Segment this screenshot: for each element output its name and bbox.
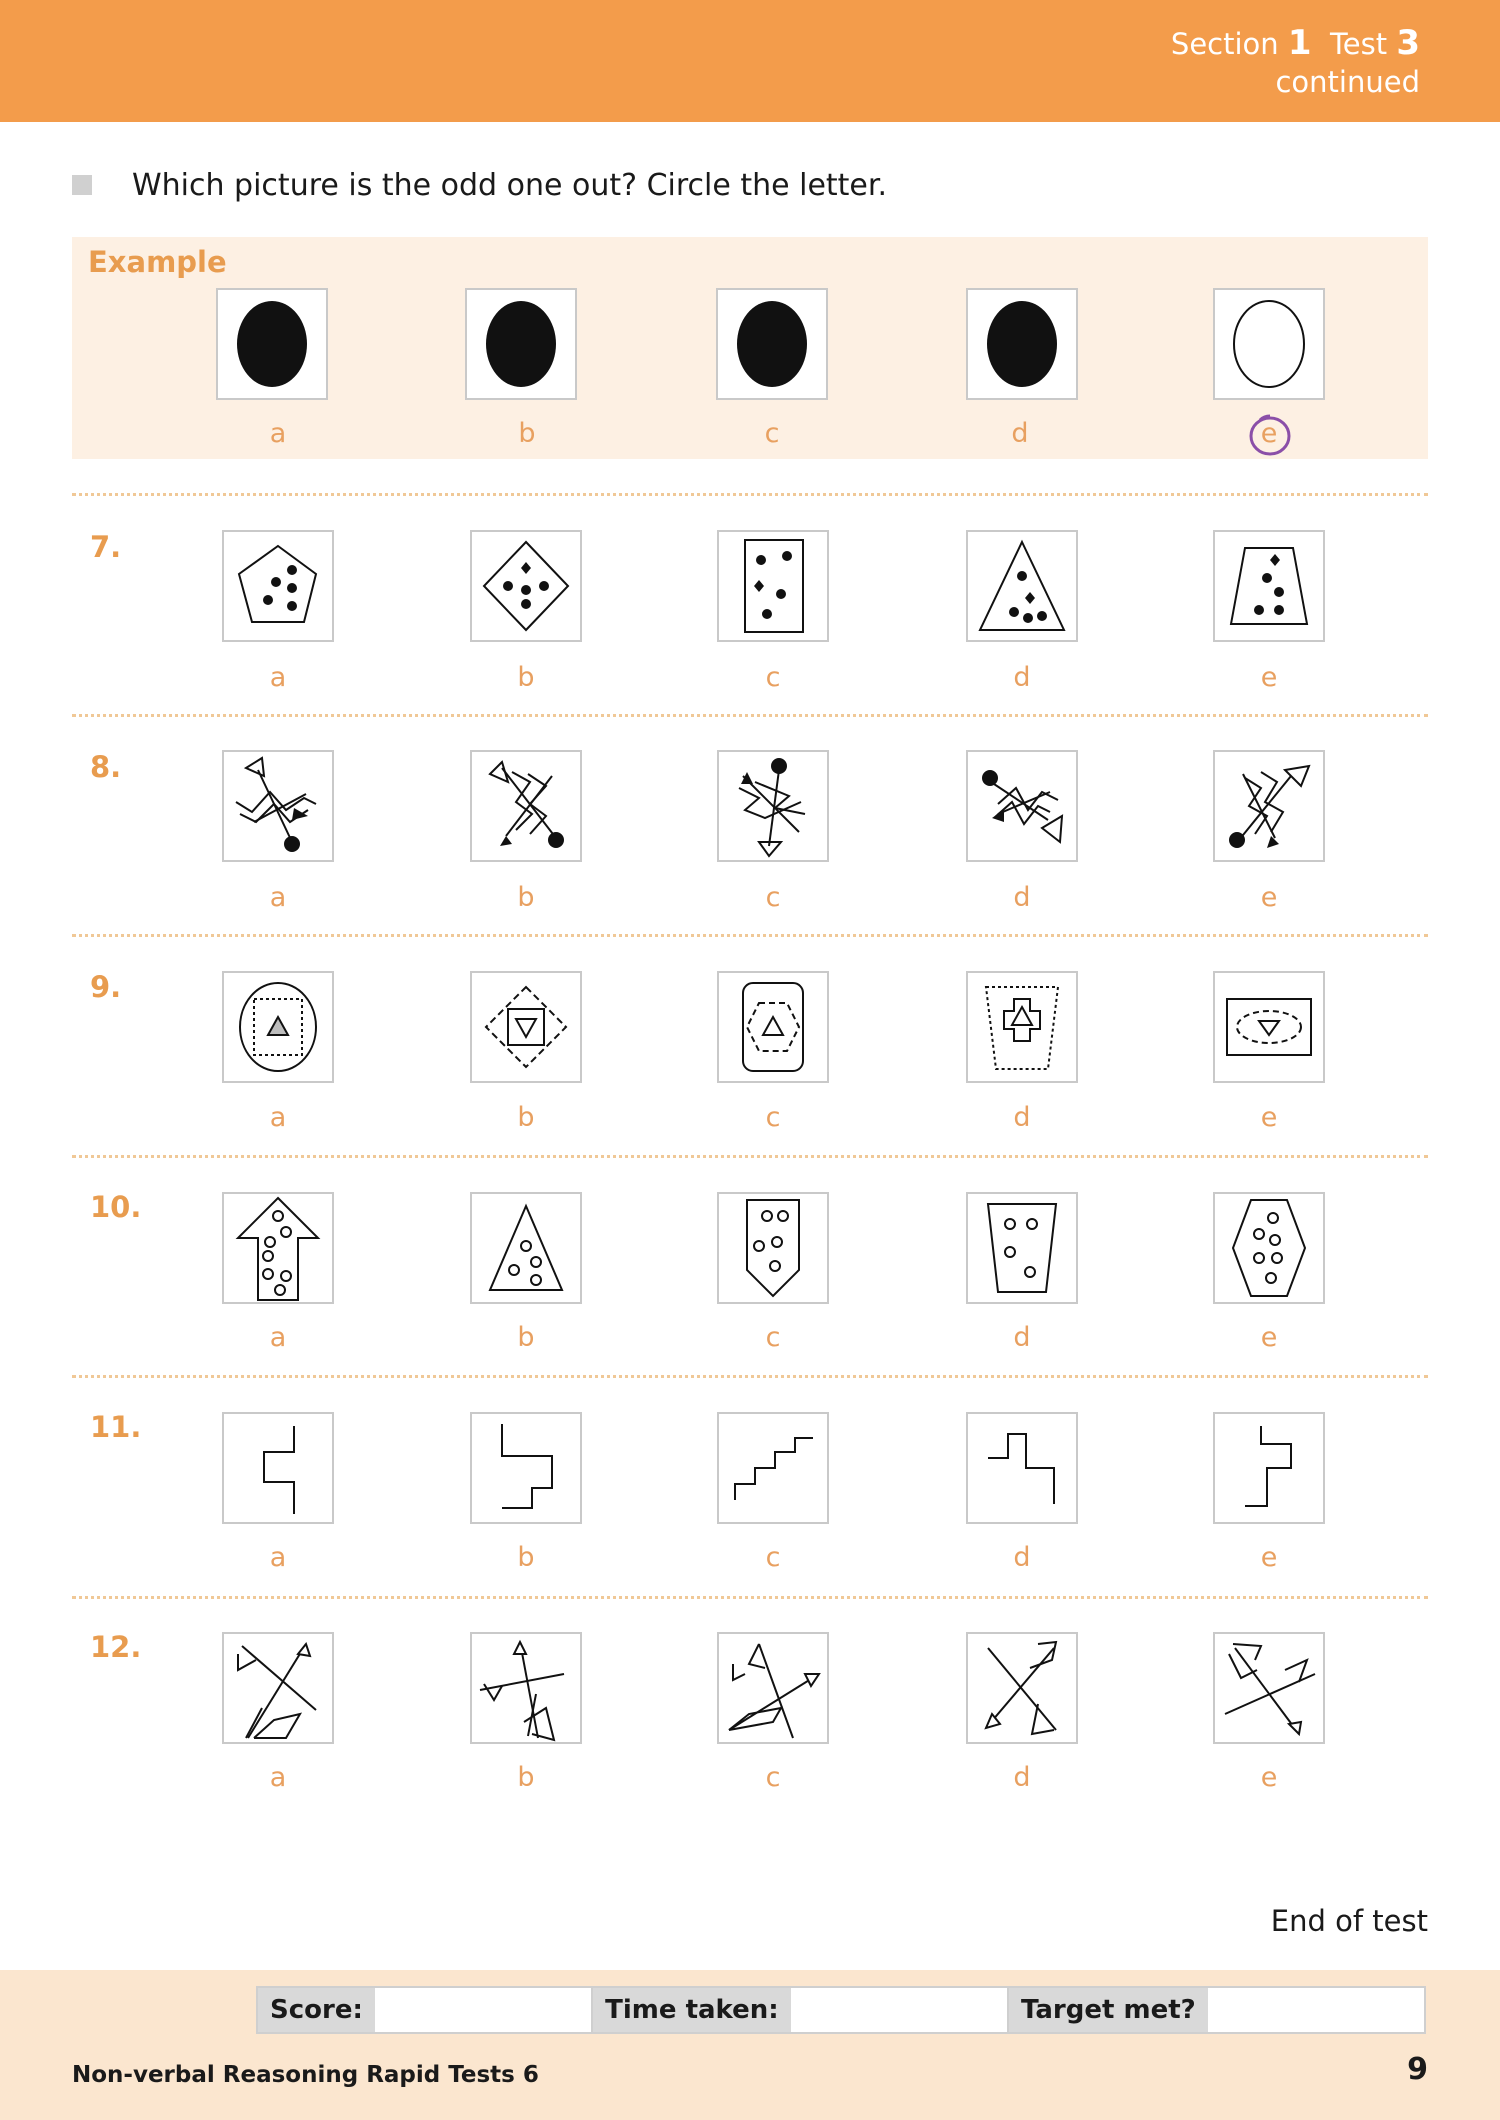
header-band [0,0,1500,122]
book-title: Non-verbal Reasoning Rapid Tests 6 [72,2062,539,2088]
triangle-dots-icon [968,532,1076,640]
q7-letter-e[interactable]: e [1260,662,1278,693]
q8-option-e[interactable] [1213,750,1325,862]
q12-option-d[interactable] [966,1632,1078,1744]
score-field[interactable] [375,1988,593,2032]
q10-option-a[interactable] [222,1192,334,1304]
question-number: 10. [90,1190,142,1224]
answer-circle-icon [1246,412,1294,458]
score-label: Score: [258,1988,375,2032]
q8-letter-c[interactable]: c [765,882,781,913]
q10-option-d[interactable] [966,1192,1078,1304]
divider [72,493,1428,496]
end-of-test-label: End of test [1270,1904,1428,1938]
q9-option-d[interactable] [966,971,1078,1083]
q9-option-e[interactable] [1213,971,1325,1083]
trapezoid-dots-icon [1215,532,1323,640]
target-met-label: Target met? [1009,1988,1208,2032]
q12-option-c[interactable] [717,1632,829,1744]
time-taken-label: Time taken: [593,1988,791,2032]
q9-letter-c[interactable]: c [765,1102,781,1133]
nested-shapes-icon [968,973,1076,1081]
pentagon-circles-icon [719,1194,827,1302]
triangle-circles-icon [472,1194,580,1302]
crossed-arrows-icon [1215,1634,1323,1742]
trapezoid-circles-icon [968,1194,1076,1302]
step-line-icon [472,1414,580,1522]
example-option-a[interactable] [216,288,328,400]
divider [72,1596,1428,1599]
q8-letter-a[interactable]: a [269,882,287,913]
zigzag-arrow-ball-icon [1215,752,1323,860]
test-number: 3 [1396,23,1420,63]
crossed-arrows-icon [968,1634,1076,1742]
q11-option-c[interactable] [717,1412,829,1524]
example-option-d[interactable] [966,288,1078,400]
question-number: 11. [90,1410,142,1444]
q7-option-c[interactable] [717,530,829,642]
target-met-field[interactable] [1208,1988,1424,2032]
question-number: 12. [90,1630,142,1664]
example-letter-d[interactable]: d [1011,418,1029,449]
q12-option-b[interactable] [470,1632,582,1744]
nested-shapes-icon [224,973,332,1081]
q10-option-c[interactable] [717,1192,829,1304]
q7-letter-d[interactable]: d [1013,662,1031,693]
q10-letter-e[interactable]: e [1260,1322,1278,1353]
q12-letter-c[interactable]: c [765,1762,781,1793]
q10-option-e[interactable] [1213,1192,1325,1304]
q12-option-a[interactable] [222,1632,334,1744]
q7-letter-c[interactable]: c [765,662,781,693]
question-number: 8. [90,750,122,784]
section-number: 1 [1287,23,1312,63]
q11-option-a[interactable] [222,1412,334,1524]
q7-option-a[interactable] [222,530,334,642]
q11-letter-e[interactable]: e [1260,1542,1278,1573]
continued-label: continued [1275,65,1420,99]
hexagon-circles-icon [1215,1194,1323,1302]
example-letter-b[interactable]: b [518,418,536,449]
filled-ellipse-icon [218,290,326,398]
q7-letter-a[interactable]: a [269,662,287,693]
example-option-b[interactable] [465,288,577,400]
example-letter-e[interactable]: e [1260,418,1278,449]
example-option-e[interactable] [1213,288,1325,400]
test-label: Test [1330,27,1388,61]
section-label: Section [1170,27,1279,61]
q10-letter-d[interactable]: d [1013,1322,1031,1353]
score-bar [256,1986,1426,2034]
q7-option-d[interactable] [966,530,1078,642]
q11-option-e[interactable] [1213,1412,1325,1524]
q10-letter-b[interactable]: b [517,1322,535,1353]
example-option-c[interactable] [716,288,828,400]
q8-option-c[interactable] [717,750,829,862]
example-letter-a[interactable]: a [269,418,287,449]
q8-option-d[interactable] [966,750,1078,862]
divider [72,714,1428,717]
q11-option-d[interactable] [966,1412,1078,1524]
bullet-square-icon [72,175,92,195]
q7-option-e[interactable] [1213,530,1325,642]
q9-option-b[interactable] [470,971,582,1083]
crossed-arrows-icon [472,1634,580,1742]
q12-letter-b[interactable]: b [517,1762,535,1793]
q8-option-a[interactable] [222,750,334,862]
step-line-icon [1215,1414,1323,1522]
arrow-circles-icon [224,1194,332,1302]
section-test-label [1171,24,1420,101]
time-taken-field[interactable] [791,1988,1009,2032]
divider [72,1155,1428,1158]
instruction-text: Which picture is the odd one out? Circle the letter. [132,168,888,203]
q12-letter-d[interactable]: d [1013,1762,1031,1793]
q12-letter-e[interactable]: e [1260,1762,1278,1793]
zigzag-arrow-ball-icon [224,752,332,860]
question-number: 7. [90,530,122,564]
crossed-arrows-icon [719,1634,827,1742]
zigzag-arrow-ball-icon [472,752,580,860]
q8-letter-e[interactable]: e [1260,882,1278,913]
q8-letter-d[interactable]: d [1013,882,1031,913]
example-letter-c[interactable]: c [764,418,780,449]
q9-letter-a[interactable]: a [269,1102,287,1133]
q8-letter-b[interactable]: b [517,882,535,913]
q9-option-c[interactable] [717,971,829,1083]
q11-letter-c[interactable]: c [765,1542,781,1573]
q10-letter-c[interactable]: c [765,1322,781,1353]
zigzag-arrow-ball-icon [968,752,1076,860]
nested-shapes-icon [1215,973,1323,1081]
q9-letter-e[interactable]: e [1260,1102,1278,1133]
q11-letter-a[interactable]: a [269,1542,287,1573]
step-line-icon [224,1414,332,1522]
q12-option-e[interactable] [1213,1632,1325,1744]
q12-letter-a[interactable]: a [269,1762,287,1793]
q11-letter-d[interactable]: d [1013,1542,1031,1573]
filled-ellipse-icon [718,290,826,398]
zigzag-arrow-ball-icon [719,752,827,860]
divider [72,934,1428,937]
instruction [72,168,887,203]
staircase-line-icon [719,1414,827,1522]
outline-ellipse-icon [1215,290,1323,398]
q7-letter-b[interactable]: b [517,662,535,693]
pentagon-dots-icon [224,532,332,640]
example-title: Example [88,245,227,279]
filled-ellipse-icon [467,290,575,398]
filled-ellipse-icon [968,290,1076,398]
rectangle-dots-icon [719,532,827,640]
nested-shapes-icon [472,973,580,1081]
q9-letter-d[interactable]: d [1013,1102,1031,1133]
q8-option-b[interactable] [470,750,582,862]
divider [72,1375,1428,1378]
crossed-arrows-icon [224,1634,332,1742]
q10-option-b[interactable] [470,1192,582,1304]
q9-letter-b[interactable]: b [517,1102,535,1133]
page-number: 9 [1407,2052,1428,2087]
nested-shapes-icon [719,973,827,1081]
question-number: 9. [90,970,122,1004]
step-line-icon [968,1414,1076,1522]
q9-option-a[interactable] [222,971,334,1083]
q11-letter-b[interactable]: b [517,1542,535,1573]
diamond-dots-icon [472,532,580,640]
q7-option-b[interactable] [470,530,582,642]
q11-option-b[interactable] [470,1412,582,1524]
q10-letter-a[interactable]: a [269,1322,287,1353]
